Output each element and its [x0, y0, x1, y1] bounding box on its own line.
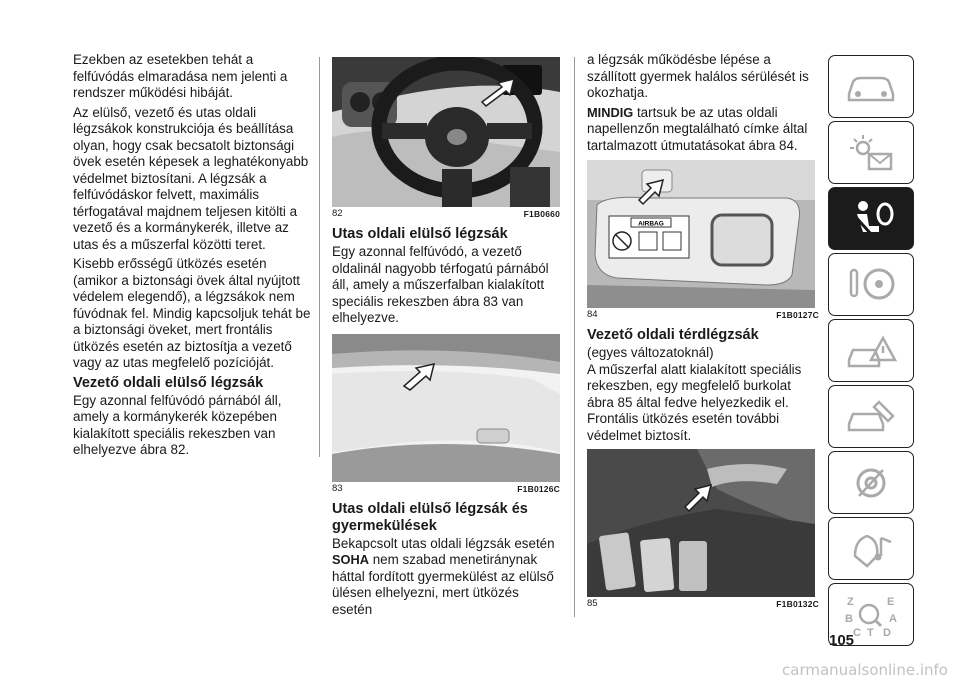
svg-text:B: B: [845, 612, 853, 625]
column-divider: [574, 57, 575, 617]
figure-code: F1B0126C: [517, 483, 560, 494]
figure-code: F1B0127C: [776, 310, 819, 320]
warning-lights-icon: [841, 130, 901, 176]
maintenance-icon: [841, 394, 901, 440]
svg-text:C: C: [853, 626, 861, 638]
start-driving-icon: [841, 262, 901, 308]
text-column-1: [73, 52, 313, 462]
footer-watermark: carmanualsonline.info: [782, 661, 948, 679]
svg-text:E: E: [887, 595, 895, 608]
figure-84-sun-visor: [587, 160, 815, 308]
airbag-label-text: AIRBAG: [638, 220, 664, 228]
paragraph: Egy azonnal felfúvódó párnából áll, amely a kormánykerék közepében kialakított speciális rekeszben van elhelyezve ábra 82.: [73, 392, 282, 457]
paragraph: Ezekben az esetekben tehát a felfúvódás elmaradása nem jelenti a rendszer működési hibáját.: [73, 52, 288, 100]
tab-technical-data[interactable]: [828, 451, 914, 514]
figure-number: 85: [587, 598, 598, 609]
tab-car-dashboard[interactable]: [828, 55, 914, 118]
section-heading: Utas oldali elülső légzsák és gyermekülések: [332, 500, 528, 534]
paragraph: Az elülső, vezető és utas oldali légzsákok konstrukciója és beállítása olyan, hogy csak becsatolt biztonsági övek esetén képesek a leghatékonyabb védelmet biztosítani. A légzsák a felfúvódáskor felvett, maximális térfogatával majdnem teljesen kitölti a vezető és a kormánykerék, illetve az utas és a műszerfal közötti teret.: [73, 104, 309, 252]
figure-code: F1B0660: [523, 209, 560, 219]
section-heading: Utas oldali elülső légzsák: [332, 226, 508, 242]
index-icon: [841, 592, 901, 638]
section-subheading: (egyes változatoknál): [587, 345, 714, 360]
tab-maintenance[interactable]: [828, 385, 914, 448]
paragraph: a légzsák működésbe lépése a szállított gyermek halálos sérülését is okozhatja.: [587, 52, 809, 100]
tab-multimedia[interactable]: [828, 517, 914, 580]
svg-text:D: D: [883, 626, 891, 638]
paragraph: MINDIG tartsuk be az utas oldali napellenzőn megtalálható címke által tartalmazott útmutatásokat ábra 84.: [587, 104, 808, 153]
keyword-never: SOHA: [332, 552, 369, 567]
svg-text:T: T: [867, 626, 874, 638]
safety-airbag-icon: [841, 196, 901, 242]
figure-83-passenger-dashboard: [332, 334, 560, 482]
tab-start-driving[interactable]: [828, 253, 914, 316]
column-divider: [319, 57, 320, 457]
emergency-icon: [841, 328, 901, 374]
svg-text:Z: Z: [847, 595, 854, 608]
paragraph: A műszerfal alatt kialakított speciális rekeszben, egy megfelelő burkolat ábra 85 által fedve helyezkedik el. Frontális ütközés esetén további védelmet biztosít.: [587, 361, 802, 443]
page-number: 105: [829, 632, 855, 649]
svg-text:A: A: [889, 612, 897, 625]
technical-data-icon: [841, 460, 901, 506]
figure-number: 84: [587, 309, 598, 320]
figure-82-steering-wheel: [332, 57, 560, 207]
tab-safety[interactable]: [828, 187, 914, 250]
text-column-2: [332, 57, 560, 621]
keyword-always: MINDIG: [587, 104, 634, 120]
figure-code: F1B0132C: [776, 599, 819, 609]
tab-warning-lights[interactable]: [828, 121, 914, 184]
paragraph: Egy azonnal felfúvódó, a vezető oldalinál nagyobb térfogatú párnából áll, amely a műszerfalban kialakított speciális rekeszben ábra 83 van elhelyezve.: [332, 244, 549, 325]
paragraph: Kisebb erősségű ütközés esetén (amikor a biztonsági övek által nyújtott védelem elegendő), a légzsákok nem fúvódnak fel. Mindig kapcsoljuk tehát be a biztonsági öveket, mert frontális ütközés esetén az biztosítja a vezető vagy az utas megfelelő pozícióját.: [73, 256, 311, 370]
tab-emergency[interactable]: [828, 319, 914, 382]
section-heading: Vezető oldali térdlégzsák: [587, 327, 759, 343]
chapter-tabs: [828, 55, 914, 649]
text-column-3: [587, 52, 819, 616]
section-heading: Vezető oldali elülső légzsák: [73, 374, 264, 391]
paragraph: Bekapcsolt utas oldali légzsák esetén SOHA nem szabad menetiránynak háttal fordított gyermekülést az elülső ülésen elhelyezni, mert ütközés esetén: [332, 535, 555, 617]
figure-number: 82: [332, 208, 343, 219]
figure-number: 83: [332, 482, 343, 494]
car-dashboard-icon: [841, 64, 901, 110]
figure-85-knee-airbag: [587, 449, 815, 597]
multimedia-icon: [841, 526, 901, 572]
